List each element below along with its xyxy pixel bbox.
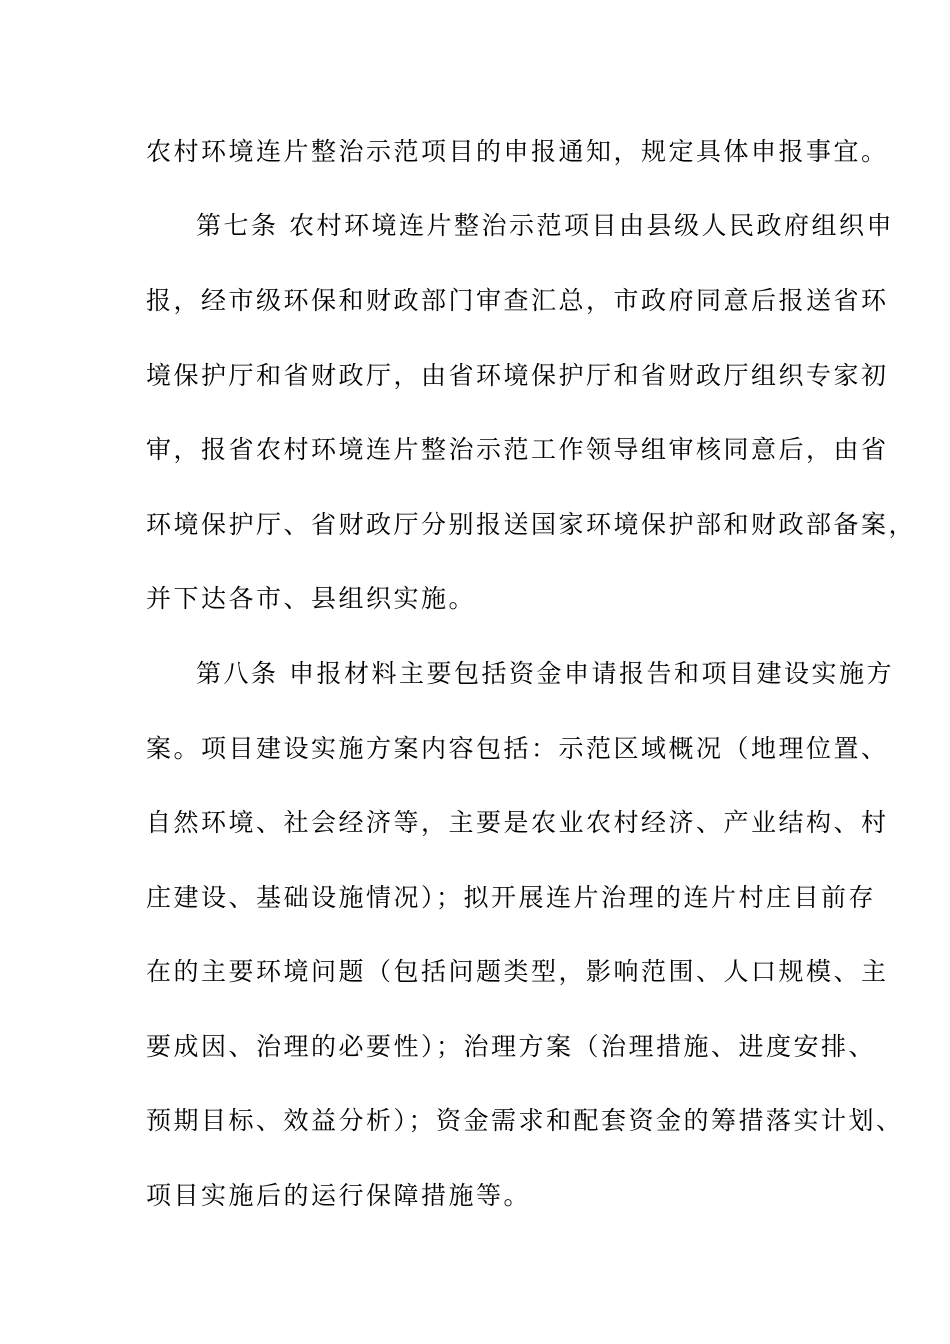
- text-line: 预期目标、效益分析）；资金需求和配套资金的筹措落实计划、: [146, 1106, 904, 1135]
- text-line: 案。项目建设实施方案内容包括：示范区域概况（地理位置、: [146, 734, 889, 763]
- article-seven-heading-line: 第七条 农村环境连片整治示范项目由县级人民政府组织申: [196, 211, 894, 240]
- text-line: 境保护厅和省财政厅，由省环境保护厅和省财政厅组织专家初: [146, 361, 889, 390]
- text-line: 审，报省农村环境连片整治示范工作领导组审核同意后，由省: [146, 435, 889, 464]
- text-line: 报，经市级环保和财政部门审查汇总，市政府同意后报送省环: [146, 286, 889, 315]
- text-line: 农村环境连片整治示范项目的申报通知，规定具体申报事宜。: [146, 137, 889, 166]
- text-line: 自然环境、社会经济等，主要是农业农村经济、产业结构、村: [146, 808, 889, 837]
- text-line: 在的主要环境问题（包括问题类型，影响范围、人口规模、主: [146, 957, 889, 986]
- article-eight-heading-line: 第八条 申报材料主要包括资金申请报告和项目建设实施方: [196, 659, 894, 688]
- text-line: 要成因、治理的必要性）；治理方案（治理措施、进度安排、: [146, 1032, 877, 1061]
- text-line: 庄建设、基础设施情况）；拟开展连片治理的连片村庄目前存: [146, 883, 877, 912]
- text-line: 并下达各市、县组织实施。: [146, 584, 477, 613]
- text-line: 环境保护厅、省财政厅分别报送国家环境保护部和财政部备案，: [146, 510, 917, 539]
- text-line: 项目实施后的运行保障措施等。: [146, 1181, 532, 1210]
